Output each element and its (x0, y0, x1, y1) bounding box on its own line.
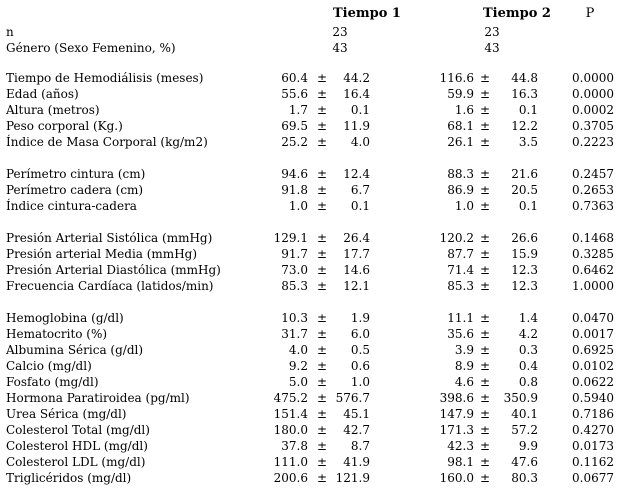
table-row (0, 102, 620, 118)
plus-minus-sign: ± (316, 263, 328, 277)
tiempo-2-mean: 8.9 (454, 359, 474, 373)
tiempo-2-sd: 350.9 (503, 391, 538, 405)
tiempo-1-sd: 17.7 (343, 247, 370, 261)
p-value: 0.1468 (572, 231, 614, 245)
tiempo-1-sd: 8.7 (350, 439, 370, 453)
table-row (0, 390, 620, 406)
row-label: Perímetro cintura (cm) (6, 167, 146, 181)
p-value: 0.6462 (572, 263, 614, 277)
tiempo-2-sd: 12.3 (511, 263, 538, 277)
table-row (0, 326, 620, 342)
tiempo-1-sd: 0.6 (350, 359, 370, 373)
tiempo-1-mean: 91.8 (281, 183, 308, 197)
tiempo-2-sd: 0.1 (518, 103, 538, 117)
row-label: Presión arterial Media (mmHg) (6, 247, 198, 261)
tiempo-1-sd: 1.0 (350, 375, 370, 389)
tiempo-2-sd: 9.9 (518, 439, 538, 453)
row-label: Urea Sérica (mg/dl) (6, 407, 127, 421)
tiempo-1-mean: 1.0 (288, 199, 308, 213)
tiempo-1-sd: 0.1 (350, 103, 370, 117)
row-label: Hematocrito (%) (6, 327, 108, 341)
tiempo-2-mean: 171.3 (439, 423, 474, 437)
p-value: 0.6925 (572, 343, 614, 357)
plus-minus-sign: ± (316, 471, 328, 485)
tiempo-1-sd: 12.1 (343, 279, 370, 293)
table-row (0, 374, 620, 390)
tiempo-2-mean: 4.6 (454, 375, 474, 389)
tiempo-1-sd: 45.1 (343, 407, 370, 421)
p-value: 0.0000 (572, 87, 614, 101)
plus-minus-sign: ± (479, 391, 491, 405)
tiempo-2-value: 43 (484, 41, 500, 55)
row-label: Calcio (mg/dl) (6, 359, 92, 373)
plus-minus-sign: ± (479, 439, 491, 453)
table-row (0, 406, 620, 422)
tiempo-2-mean: 3.9 (454, 343, 474, 357)
plus-minus-sign: ± (316, 135, 328, 149)
plus-minus-sign: ± (479, 279, 491, 293)
tiempo-2-mean: 1.6 (454, 103, 474, 117)
tiempo-1-mean: 94.6 (281, 167, 308, 181)
plus-minus-sign: ± (316, 359, 328, 373)
row-label: Colesterol Total (mg/dl) (6, 423, 150, 437)
plus-minus-sign: ± (479, 407, 491, 421)
tiempo-1-value: 43 (332, 41, 348, 55)
table-row (0, 134, 620, 150)
tiempo-2-sd: 57.2 (511, 423, 538, 437)
table-row (0, 454, 620, 470)
row-label: n (6, 25, 14, 39)
tiempo-1-mean: 111.0 (273, 455, 308, 469)
plus-minus-sign: ± (316, 247, 328, 261)
tiempo-2-mean: 116.6 (439, 71, 474, 85)
tiempo-1-sd: 6.0 (350, 327, 370, 341)
tiempo-1-mean: 85.3 (281, 279, 308, 293)
tiempo-2-sd: 1.4 (518, 311, 538, 325)
tiempo-1-mean: 37.8 (281, 439, 308, 453)
tiempo-1-mean: 475.2 (273, 391, 308, 405)
row-label: Albumina Sérica (g/dl) (6, 343, 144, 357)
tiempo-2-sd: 12.3 (511, 279, 538, 293)
tiempo-1-mean: 151.4 (273, 407, 308, 421)
table-row (0, 166, 620, 182)
plus-minus-sign: ± (479, 199, 491, 213)
tiempo-2-sd: 44.8 (511, 71, 538, 85)
table-row (0, 246, 620, 262)
plus-minus-sign: ± (316, 199, 328, 213)
tiempo-1-sd: 42.7 (343, 423, 370, 437)
p-value: 0.5940 (572, 391, 614, 405)
plus-minus-sign: ± (316, 279, 328, 293)
plus-minus-sign: ± (479, 455, 491, 469)
table-row (0, 310, 620, 326)
tiempo-1-sd: 26.4 (343, 231, 370, 245)
header-p: P (585, 6, 595, 21)
row-label: Hemoglobina (g/dl) (6, 311, 124, 325)
plus-minus-sign: ± (316, 167, 328, 181)
tiempo-1-mean: 55.6 (281, 87, 308, 101)
tiempo-1-mean: 10.3 (281, 311, 308, 325)
p-value: 0.2457 (572, 167, 614, 181)
tiempo-1-sd: 0.1 (350, 199, 370, 213)
plus-minus-sign: ± (479, 263, 491, 277)
table-row (0, 230, 620, 246)
tiempo-2-mean: 71.4 (447, 263, 474, 277)
plus-minus-sign: ± (316, 231, 328, 245)
row-label: Índice cintura-cadera (6, 199, 137, 213)
table-row (0, 262, 620, 278)
tiempo-2-sd: 15.9 (511, 247, 538, 261)
tiempo-1-mean: 5.0 (288, 375, 308, 389)
plus-minus-sign: ± (479, 167, 491, 181)
row-label: Presión Arterial Sistólica (mmHg) (6, 231, 213, 245)
tiempo-1-sd: 44.2 (343, 71, 370, 85)
plus-minus-sign: ± (316, 327, 328, 341)
table-row (0, 438, 620, 454)
tiempo-1-mean: 9.2 (288, 359, 308, 373)
tiempo-1-sd: 6.7 (350, 183, 370, 197)
tiempo-2-sd: 0.3 (518, 343, 538, 357)
row-label: Hormona Paratiroidea (pg/ml) (6, 391, 190, 405)
tiempo-2-mean: 86.9 (447, 183, 474, 197)
tiempo-2-sd: 40.1 (511, 407, 538, 421)
plus-minus-sign: ± (479, 103, 491, 117)
tiempo-2-mean: 85.3 (447, 279, 474, 293)
tiempo-2-sd: 4.2 (518, 327, 538, 341)
p-value: 0.2653 (572, 183, 614, 197)
tiempo-1-sd: 41.9 (343, 455, 370, 469)
plus-minus-sign: ± (479, 87, 491, 101)
plus-minus-sign: ± (316, 455, 328, 469)
row-label: Género (Sexo Femenino, %) (6, 41, 176, 55)
tiempo-1-sd: 0.5 (350, 343, 370, 357)
tiempo-2-sd: 0.8 (518, 375, 538, 389)
plus-minus-sign: ± (316, 439, 328, 453)
plus-minus-sign: ± (479, 471, 491, 485)
tiempo-2-mean: 87.7 (447, 247, 474, 261)
tiempo-1-sd: 576.7 (335, 391, 370, 405)
tiempo-2-sd: 26.6 (511, 231, 538, 245)
p-value: 0.1162 (572, 455, 614, 469)
tiempo-1-mean: 91.7 (281, 247, 308, 261)
plus-minus-sign: ± (479, 343, 491, 357)
tiempo-2-sd: 12.2 (511, 119, 538, 133)
tiempo-1-mean: 31.7 (281, 327, 308, 341)
tiempo-2-mean: 398.6 (439, 391, 474, 405)
tiempo-1-sd: 16.4 (343, 87, 370, 101)
tiempo-1-mean: 69.5 (281, 119, 308, 133)
p-value: 1.0000 (572, 279, 614, 293)
tiempo-1-mean: 25.2 (281, 135, 308, 149)
p-value: 0.0000 (572, 71, 614, 85)
p-value: 0.7363 (572, 199, 614, 213)
plus-minus-sign: ± (316, 375, 328, 389)
tiempo-2-value: 23 (484, 25, 500, 39)
p-value: 0.0102 (572, 359, 614, 373)
plus-minus-sign: ± (316, 311, 328, 325)
row-label: Edad (años) (6, 87, 79, 101)
p-value: 0.0002 (572, 103, 614, 117)
table-row (0, 182, 620, 198)
row-label: Presión Arterial Diastólica (mmHg) (6, 263, 221, 277)
table-row (0, 86, 620, 102)
plus-minus-sign: ± (479, 71, 491, 85)
tiempo-2-mean: 35.6 (447, 327, 474, 341)
tiempo-1-sd: 11.9 (343, 119, 370, 133)
tiempo-2-sd: 47.6 (511, 455, 538, 469)
plus-minus-sign: ± (316, 103, 328, 117)
tiempo-2-mean: 26.1 (447, 135, 474, 149)
tiempo-1-mean: 73.0 (281, 263, 308, 277)
tiempo-2-mean: 120.2 (439, 231, 474, 245)
table-row (0, 358, 620, 374)
tiempo-1-sd: 1.9 (350, 311, 370, 325)
table-row (0, 24, 620, 40)
plus-minus-sign: ± (316, 391, 328, 405)
p-value: 0.2223 (572, 135, 614, 149)
tiempo-1-sd: 12.4 (343, 167, 370, 181)
plus-minus-sign: ± (316, 407, 328, 421)
row-label: Altura (metros) (6, 103, 100, 117)
p-value: 0.7186 (572, 407, 614, 421)
table-row (0, 198, 620, 214)
tiempo-2-sd: 0.4 (518, 359, 538, 373)
plus-minus-sign: ± (479, 375, 491, 389)
tiempo-2-sd: 80.3 (511, 471, 538, 485)
plus-minus-sign: ± (479, 231, 491, 245)
plus-minus-sign: ± (479, 135, 491, 149)
plus-minus-sign: ± (316, 423, 328, 437)
tiempo-1-sd: 4.0 (350, 135, 370, 149)
table-row (0, 470, 620, 486)
plus-minus-sign: ± (316, 119, 328, 133)
tiempo-2-sd: 20.5 (511, 183, 538, 197)
header-tiempo-2: Tiempo 2 (483, 6, 551, 21)
plus-minus-sign: ± (479, 119, 491, 133)
p-value: 0.4270 (572, 423, 614, 437)
p-value: 0.0622 (572, 375, 614, 389)
row-label: Colesterol LDL (mg/dl) (6, 455, 146, 469)
plus-minus-sign: ± (479, 359, 491, 373)
row-label: Triglicéridos (mg/dl) (6, 471, 132, 485)
tiempo-2-mean: 11.1 (447, 311, 474, 325)
table-row (0, 70, 620, 86)
plus-minus-sign: ± (479, 247, 491, 261)
p-value: 0.0470 (572, 311, 614, 325)
tiempo-2-mean: 59.9 (447, 87, 474, 101)
row-label: Peso corporal (Kg.) (6, 119, 123, 133)
plus-minus-sign: ± (479, 327, 491, 341)
plus-minus-sign: ± (479, 183, 491, 197)
row-label: Tiempo de Hemodiálisis (meses) (6, 71, 204, 85)
table-row (0, 422, 620, 438)
row-label: Índice de Masa Corporal (kg/m2) (6, 135, 208, 149)
row-label: Fosfato (mg/dl) (6, 375, 99, 389)
tiempo-2-mean: 1.0 (454, 199, 474, 213)
tiempo-2-sd: 0.1 (518, 199, 538, 213)
tiempo-2-mean: 147.9 (439, 407, 474, 421)
tiempo-2-mean: 160.0 (439, 471, 474, 485)
p-value: 0.3285 (572, 247, 614, 261)
tiempo-1-sd: 14.6 (343, 263, 370, 277)
table-row (0, 278, 620, 294)
plus-minus-sign: ± (479, 423, 491, 437)
tiempo-2-mean: 68.1 (447, 119, 474, 133)
tiempo-2-mean: 42.3 (447, 439, 474, 453)
tiempo-1-mean: 129.1 (273, 231, 308, 245)
p-value: 0.0017 (572, 327, 614, 341)
tiempo-1-mean: 180.0 (273, 423, 308, 437)
tiempo-1-mean: 200.6 (273, 471, 308, 485)
tiempo-1-value: 23 (332, 25, 348, 39)
table-row (0, 40, 620, 56)
tiempo-1-mean: 60.4 (281, 71, 308, 85)
table-header (0, 6, 620, 22)
tiempo-1-mean: 1.7 (288, 103, 308, 117)
row-label: Perímetro cadera (cm) (6, 183, 144, 197)
tiempo-2-mean: 88.3 (447, 167, 474, 181)
row-label: Colesterol HDL (mg/dl) (6, 439, 148, 453)
plus-minus-sign: ± (479, 311, 491, 325)
plus-minus-sign: ± (316, 183, 328, 197)
plus-minus-sign: ± (316, 343, 328, 357)
plus-minus-sign: ± (316, 87, 328, 101)
plus-minus-sign: ± (316, 71, 328, 85)
table-row (0, 118, 620, 134)
tiempo-2-sd: 21.6 (511, 167, 538, 181)
p-value: 0.0173 (572, 439, 614, 453)
p-value: 0.0677 (572, 471, 614, 485)
p-value: 0.3705 (572, 119, 614, 133)
tiempo-1-mean: 4.0 (288, 343, 308, 357)
tiempo-2-sd: 16.3 (511, 87, 538, 101)
row-label: Frecuencia Cardíaca (latidos/min) (6, 279, 214, 293)
tiempo-2-mean: 98.1 (447, 455, 474, 469)
tiempo-1-sd: 121.9 (335, 471, 370, 485)
header-tiempo-1: Tiempo 1 (333, 6, 401, 21)
tiempo-2-sd: 3.5 (518, 135, 538, 149)
table-row (0, 342, 620, 358)
